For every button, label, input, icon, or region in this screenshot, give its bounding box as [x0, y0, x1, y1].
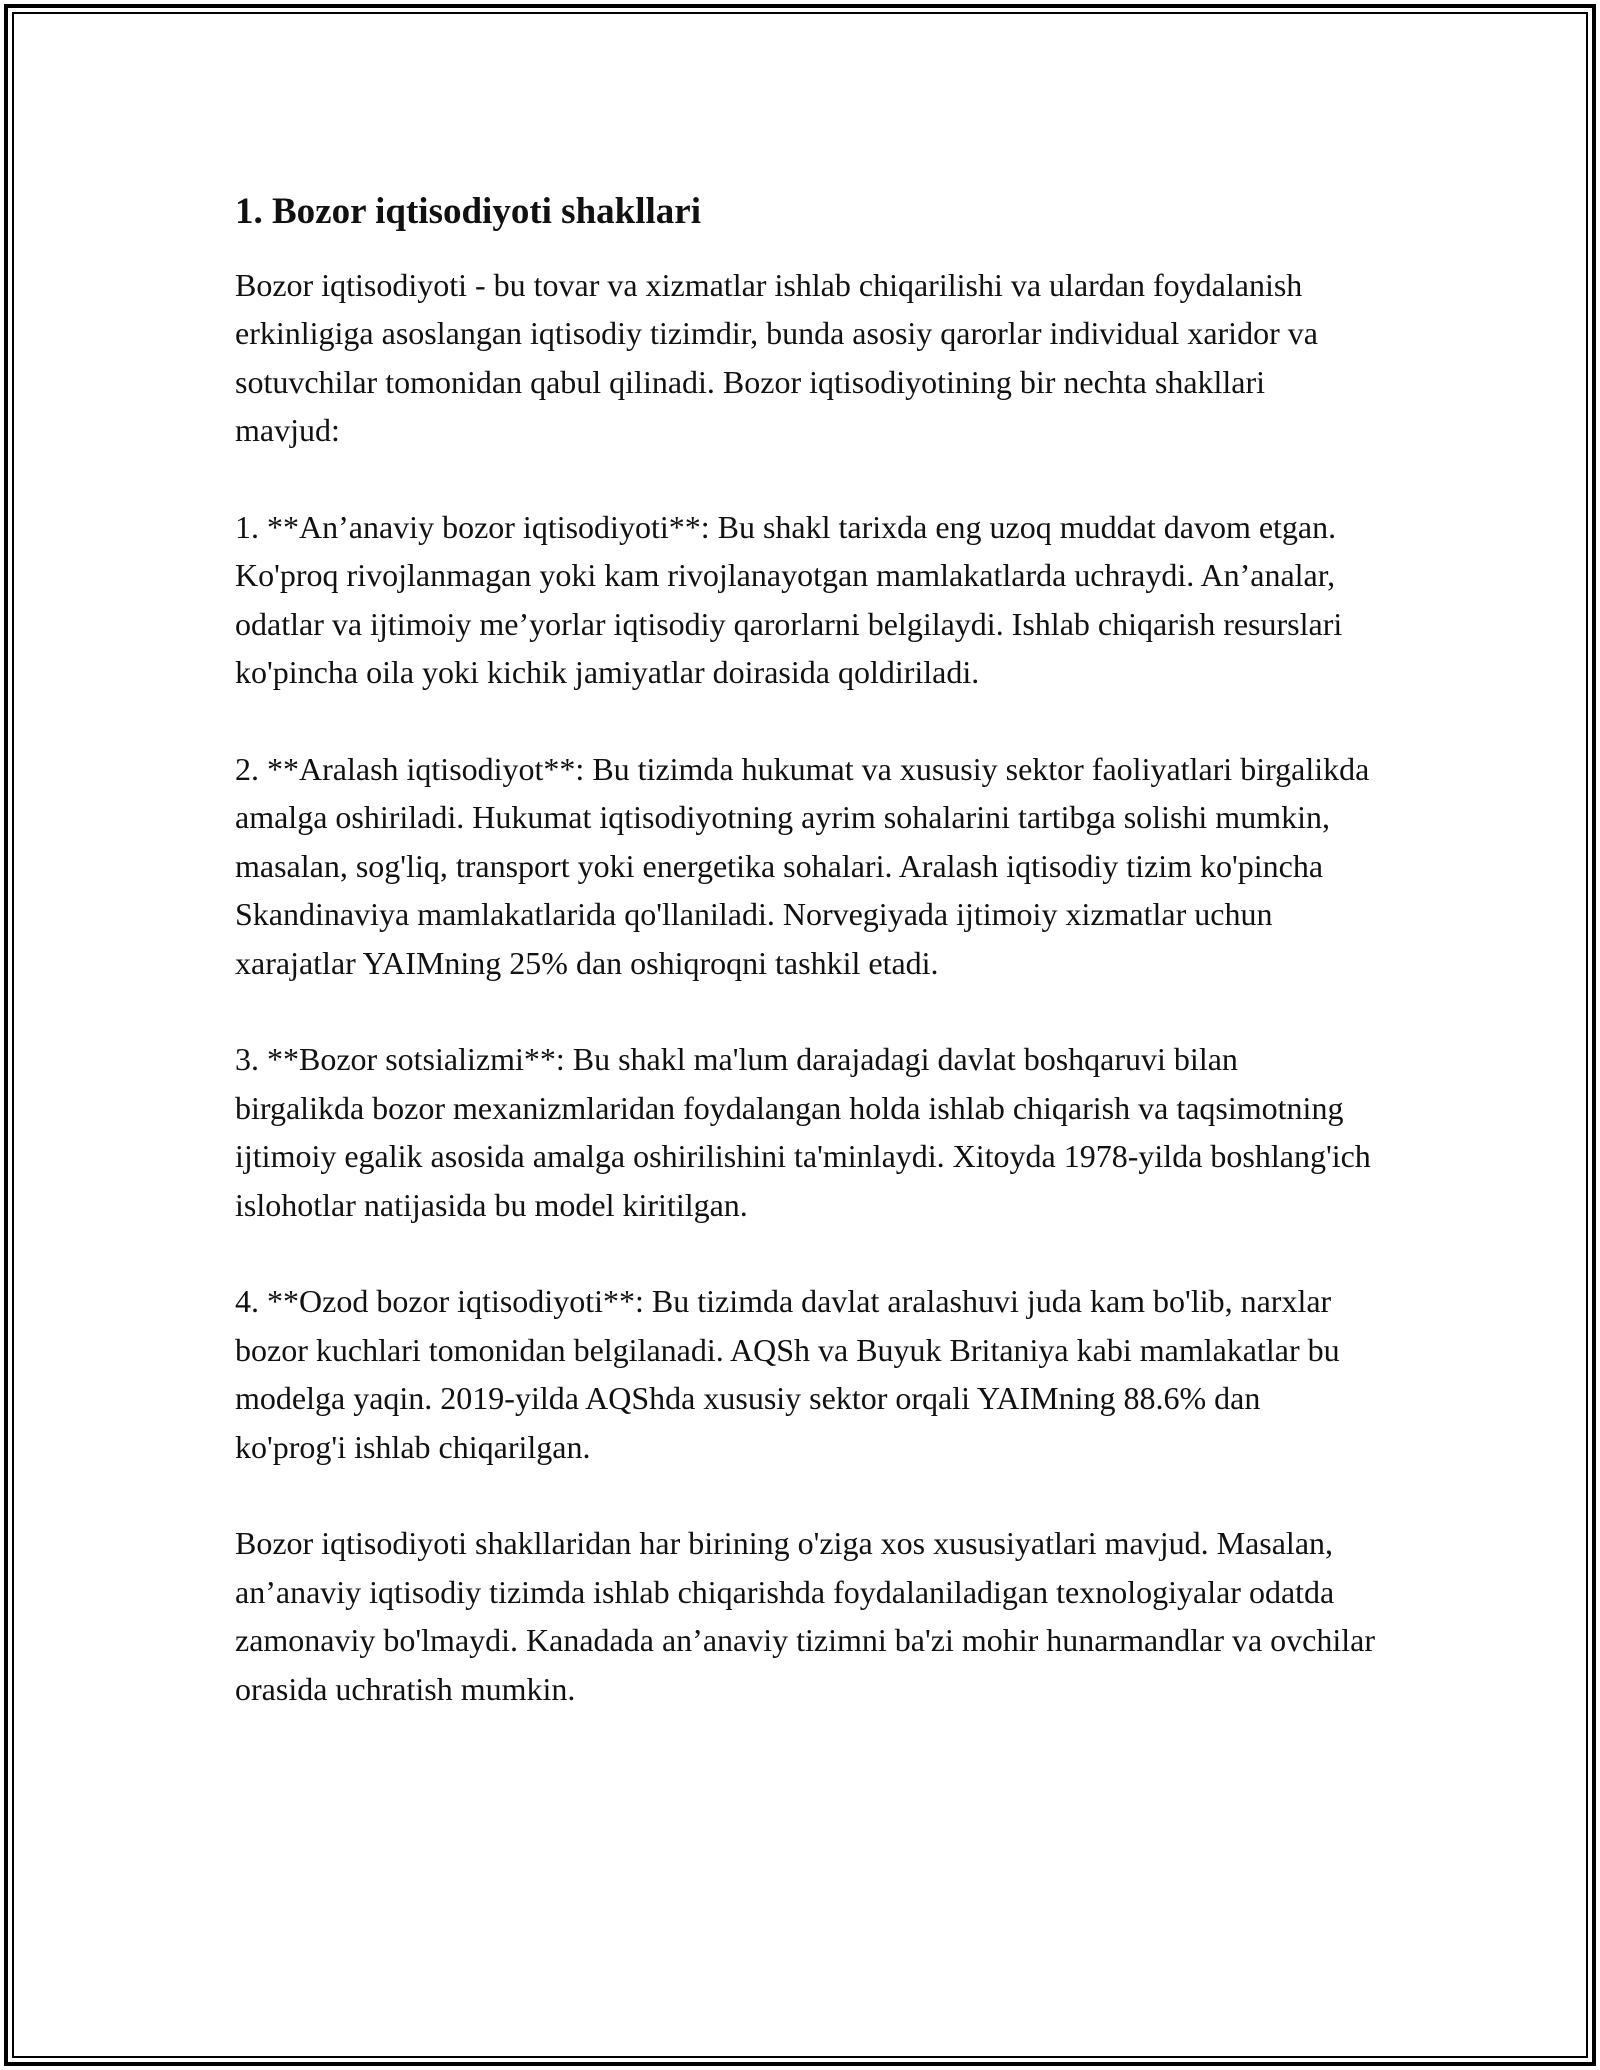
paragraph-free-market-economy: 4. **Ozod bozor iqtisodiyoti**: Bu tizimda davlat aralashuvi juda kam bo'lib, narxlar bozor kuchlari tomonidan belgilanadi. AQSh va Buyuk Britaniya kabi mamlakatlar bu modelga yaqin. 2019-yilda AQShda xususiy sektor orqali YAIMning 88.6% dan ko'prog'i ishlab chiqarilgan.	[235, 1283, 1340, 1465]
paragraph-conclusion: Bozor iqtisodiyoti shakllaridan har birining o'ziga xos xususiyatlari mavjud. Masalan, an’anaviy iqtisodiy tizimda ishlab chiqarishda foydalaniladigan texnologiyalar odatda zamonaviy bo'lmaydi. Kanadada an’anaviy tizimni ba'zi mohir hunarmandlar va ovchilar orasida uchratish mumkin.	[235, 1525, 1376, 1707]
document-title: 1. Bozor iqtisodiyoti shakllari	[235, 191, 701, 232]
document-body	[235, 186, 1375, 1762]
paragraph-mixed-economy: 2. **Aralash iqtisodiyot**: Bu tizimda hukumat va xususiy sektor faoliyatlari birgalikda amalga oshiriladi. Hukumat iqtisodiyotning ayrim sohalarini tartibga solishi mumkin, masalan, sog'liq, transport yoki energetika sohalari. Aralash iqtisodiy tizim ko'pincha Skandinaviya mamlakatlarida qo'llaniladi. Norvegiyada ijtimoiy xizmatlar uchun xarajatlar YAIMning 25% dan oshiqroqni tashkil etadi.	[235, 751, 1370, 981]
paragraph-market-socialism: 3. **Bozor sotsializmi**: Bu shakl ma'lum darajadagi davlat boshqaruvi bilan birgalikda bozor mexanizmlaridan foydalangan holda ishlab chiqarish va taqsimotning ijtimoiy egalik asosida amalga oshirilishini ta'minlaydi. Xitoyda 1978-yilda boshlang'ich islohotlar natijasida bu model kiritilgan.	[235, 1041, 1371, 1223]
paragraph-intro: Bozor iqtisodiyoti - bu tovar va xizmatlar ishlab chiqarilishi va ulardan foydalanish erkinligiga asoslangan iqtisodiy tizimdir, bunda asosiy qarorlar individual xaridor va sotuvchilar tomonidan qabul qilinadi. Bozor iqtisodiyotining bir nechta shakllari mavjud:	[235, 267, 1318, 449]
paragraph-traditional-economy: 1. **An’anaviy bozor iqtisodiyoti**: Bu shakl tarixda eng uzoq muddat davom etgan. Ko'proq rivojlanmagan yoki kam rivojlanayotgan mamlakatlarda uchraydi. An’analar, odatlar va ijtimoiy me’yorlar iqtisodiy qarorlarni belgilaydi. Ishlab chiqarish resurslari ko'pincha oila yoki kichik jamiyatlar doirasida qoldiriladi.	[235, 509, 1343, 691]
